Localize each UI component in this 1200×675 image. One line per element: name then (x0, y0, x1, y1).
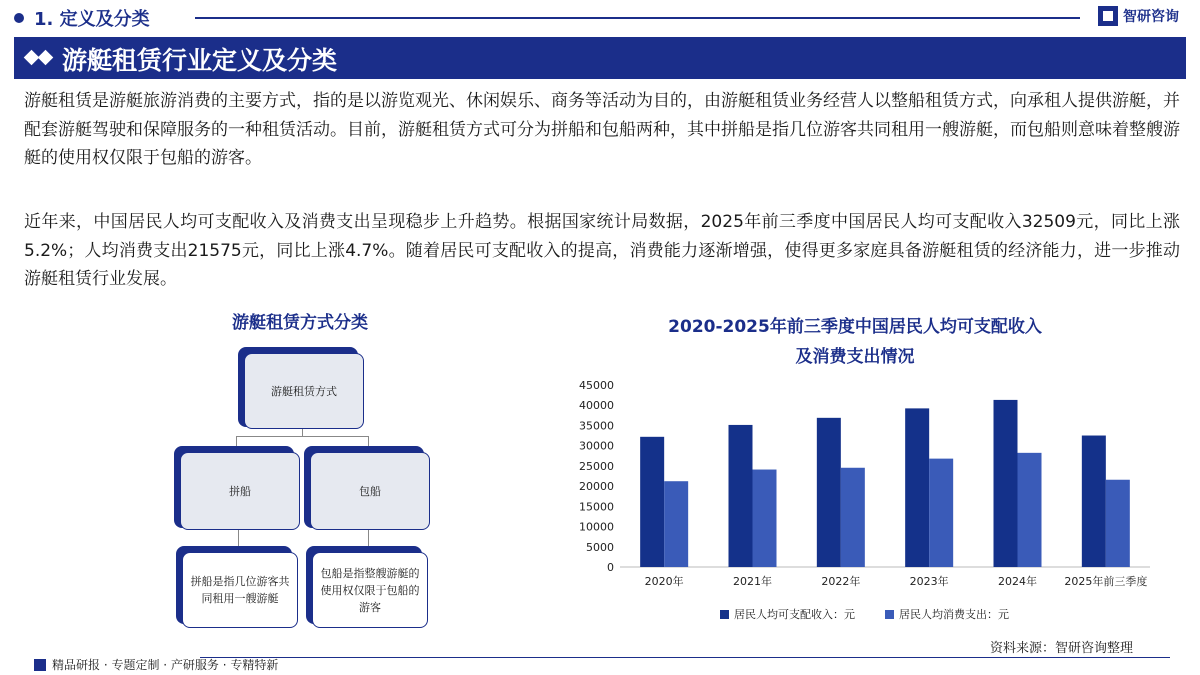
bar (1106, 480, 1130, 567)
diagram-root-node: 游艇租赁方式 (244, 353, 364, 429)
bar (640, 437, 664, 567)
diagram-leaf-node: 包船是指整艘游艇的使用权仅限于包船的游客 (312, 552, 428, 628)
footer (34, 656, 278, 673)
title-banner (14, 37, 1186, 79)
bar (753, 470, 777, 567)
diagram-branch-node: 拼船 (180, 452, 300, 530)
page-title: 游艇租赁行业定义及分类 (62, 46, 338, 75)
diagram-leaf-node: 拼船是指几位游客共同租用一艘游艇 (182, 552, 298, 628)
x-tick-label: 2025年前三季度 (1064, 575, 1148, 588)
bar (905, 408, 929, 567)
section-title: 1. 定义及分类 (34, 9, 150, 30)
bar-chart (560, 375, 1160, 600)
y-tick-label: 35000 (579, 419, 614, 433)
y-tick-label: 15000 (579, 500, 614, 514)
x-tick-label: 2020年 (644, 575, 684, 588)
diagram-title: 游艇租赁方式分类 (232, 313, 368, 333)
chart-title-line: 及消费支出情况 (795, 347, 915, 367)
footer-logo-icon (34, 659, 46, 671)
income-paragraph: 近年来，中国居民人均可支配收入及消费支出呈现稳步上升趋势。根据国家统计局数据，2025年前三季度中国居民人均可支配收入32509元，同比上涨5.2%；人均消费支出21575元，同比上涨4.7%。随着居民可支配收入的提高，消费能力逐渐增强，使得更多家庭具备游艇租赁的经济能力，进一步推动游艇租赁行业发展。 (24, 212, 1180, 289)
diagram-branch-node: 包船 (310, 452, 430, 530)
bar (1082, 436, 1106, 567)
bar (664, 481, 688, 567)
brand-logo (1098, 6, 1179, 26)
chart-legend (720, 606, 1009, 622)
source-note: 资料来源：智研咨询整理 (990, 641, 1134, 656)
x-tick-label: 2024年 (998, 575, 1037, 588)
x-tick-label: 2022年 (821, 575, 861, 588)
y-tick-label: 45000 (579, 379, 614, 392)
y-tick-label: 5000 (586, 540, 614, 554)
legend-swatch (720, 610, 729, 619)
y-tick-label: 30000 (579, 439, 614, 453)
legend-label: 居民人均消费支出：元 (899, 608, 1009, 621)
y-tick-label: 25000 (579, 459, 614, 473)
legend-swatch (885, 610, 894, 619)
legend-label: 居民人均可支配收入：元 (734, 608, 855, 621)
diamond-icon (38, 50, 54, 66)
footer-divider (200, 657, 1170, 658)
section-bullet (14, 13, 24, 23)
bar (1018, 453, 1042, 567)
bar (994, 400, 1018, 567)
intro-paragraph: 游艇租赁是游艇旅游消费的主要方式，指的是以游览观光、休闲娱乐、商务等活动为目的，由游艇租赁业务经营人以整船租赁方式，向承租人提供游艇，并配套游艇驾驶和保障服务的一种租赁活动。目前，游艇租赁方式可分为拼船和包船两种，其中拼船是指几位游客共同租用一艘游艇，而包船则意味着整艘游艇的使用权仅限于包船的游客。 (24, 91, 1180, 168)
x-tick-label: 2023年 (909, 575, 949, 588)
bar (729, 425, 753, 567)
legend-item (720, 606, 855, 622)
chart-title-line: 2020-2025年前三季度中国居民人均可支配收入 (668, 317, 1042, 337)
legend-item (885, 606, 1009, 622)
bar (929, 459, 953, 567)
y-tick-label: 20000 (579, 480, 614, 494)
y-tick-label: 40000 (579, 399, 614, 413)
logo-text: 智研咨询 (1123, 9, 1179, 25)
footer-text: 精品研报 · 专题定制 · 产研服务 · 专精特新 (52, 658, 279, 672)
bar (841, 468, 865, 567)
x-tick-label: 2021年 (733, 575, 772, 588)
logo-icon (1098, 6, 1118, 26)
bar (817, 418, 841, 567)
header-divider (195, 17, 1080, 19)
y-tick-label: 10000 (579, 520, 614, 534)
chart-title (600, 312, 1110, 372)
y-tick-label: 0 (607, 561, 614, 574)
